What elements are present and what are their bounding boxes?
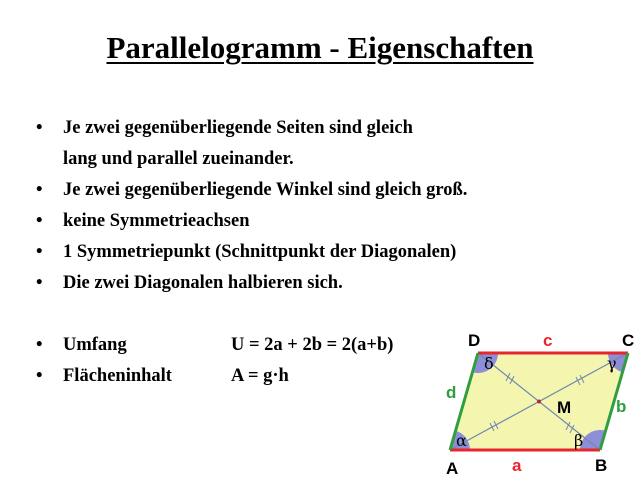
center-label-m: M bbox=[557, 398, 572, 417]
vertex-label-d: D bbox=[468, 331, 481, 350]
formula-text: A = g·h bbox=[231, 366, 289, 386]
bullet-text: Je zwei gegenüberliegende Winkel sind gleich groß. bbox=[63, 180, 468, 200]
bullet-glyph: • bbox=[36, 118, 43, 138]
bullet-glyph: • bbox=[36, 366, 43, 386]
bullet-text: 1 Symmetriepunkt (Schnittpunkt der Diagonalen) bbox=[63, 242, 457, 262]
bullet-continuation: lang und parallel zueinander. bbox=[63, 149, 294, 169]
bullet-glyph: • bbox=[36, 273, 43, 293]
bullet-glyph: • bbox=[36, 242, 43, 262]
bullet-glyph: • bbox=[36, 335, 43, 355]
side-label-c: c bbox=[543, 331, 553, 350]
bullet-glyph: • bbox=[36, 180, 43, 200]
side-label-a: a bbox=[512, 456, 522, 475]
formula-text: U = 2a + 2b = 2(a+b) bbox=[231, 335, 394, 355]
bullet-text: Je zwei gegenüberliegende Seiten sind gleich bbox=[63, 118, 413, 138]
formula-label: Flächeninhalt bbox=[63, 366, 172, 386]
side-label-d: d bbox=[446, 383, 457, 402]
angle-label-beta: β bbox=[574, 431, 584, 450]
angle-label-gamma: γ bbox=[607, 354, 617, 373]
bullet-text: keine Symmetrieachsen bbox=[63, 211, 250, 231]
parallelogram-figure bbox=[430, 320, 638, 478]
side-label-b: b bbox=[616, 397, 627, 416]
formula-label: Umfang bbox=[63, 335, 127, 355]
center-point bbox=[537, 400, 541, 404]
bullet-text: Die zwei Diagonalen halbieren sich. bbox=[63, 273, 343, 293]
vertex-label-a: A bbox=[446, 459, 459, 478]
vertex-label-c: C bbox=[622, 331, 635, 350]
vertex-label-b: B bbox=[595, 456, 608, 475]
page-title: Parallelogramm - Eigenschaften bbox=[106, 30, 534, 65]
angle-label-alpha: α bbox=[456, 431, 467, 450]
bullet-glyph: • bbox=[36, 211, 43, 231]
angle-label-delta: δ bbox=[484, 354, 494, 373]
